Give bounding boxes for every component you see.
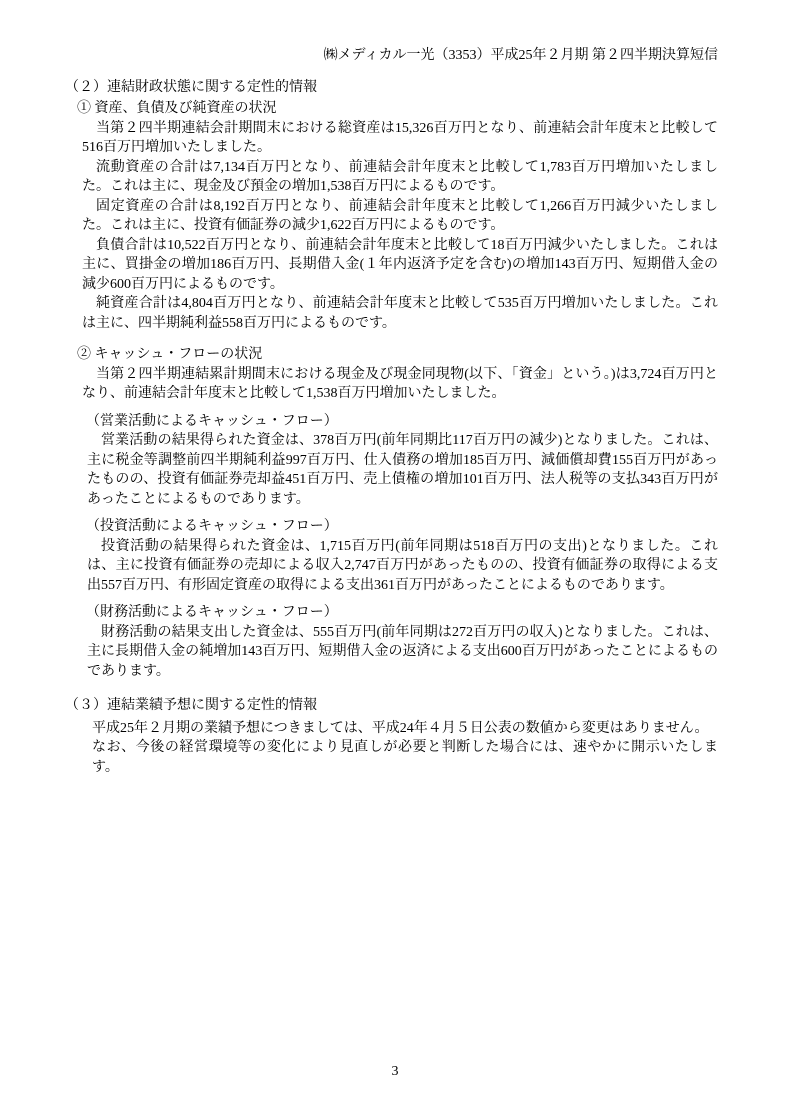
subsection-1-heading: ① 資産、負債及び純資産の状況 [77, 101, 277, 116]
cashflow-investing-block [86, 517, 718, 595]
cashflow-financing-block [86, 603, 718, 681]
cashflow-investing-paragraph: 投資活動の結果得られた資金は、1,715百万円(前年同期は518百万円の支出)となりました。これは、主に投資有価証券の売却による収入2,747百万円があったものの、投資有価証券の取得による支出557百万円、有形固定資産の取得による支出361百万円があったことによるものであります。 [87, 538, 718, 593]
page-number: 3 [391, 1064, 399, 1079]
paragraph-fixed-assets: 固定資産の合計は8,192百万円となり、前連結会計年度末と比較して1,266百万円減少いたしました。これは主に、投資有価証券の減少1,622百万円によるものです。 [82, 198, 718, 233]
paragraph-current-assets: 流動資産の合計は7,134百万円となり、前連結会計年度末と比較して1,783百万円増加いたしました。これは主に、現金及び預金の増加1,538百万円によるものです。 [82, 159, 718, 194]
cashflow-operating-block [86, 412, 718, 510]
paragraph-forecast-note: なお、今後の経営環境等の変化により見直しが必要と判断した場合には、速やかに開示いたします。 [92, 740, 718, 775]
page-header: ㈱メディカル一光（3353）平成25年２月期 第２四半期決算短信 [323, 48, 718, 63]
section-3-body [92, 719, 718, 778]
subsection-assets-liabilities [65, 99, 718, 333]
paragraph-liabilities: 負債合計は10,522百万円となり、前連結会計年度末と比較して18百万円減少いたしました。これは主に、買掛金の増加186百万円、長期借入金(１年内返済予定を含む)の増加143百万円、短期借入金の減少600百万円によるものです。 [82, 237, 718, 292]
paragraph-forecast-unchanged: 平成25年２月期の業績予想につきましては、平成24年４月５日公表の数値から変更はありません。 [92, 720, 709, 736]
section-2-heading: （２）連結財政状態に関する定性的情報 [65, 79, 317, 95]
section-3-heading: （３）連結業績予想に関する定性的情報 [65, 698, 317, 713]
subsection-2-heading: ② キャッシュ・フローの状況 [77, 347, 263, 362]
cashflow-investing-heading: （投資活動によるキャッシュ・フロー） [86, 519, 338, 534]
cashflow-financing-paragraph: 財務活動の結果支出した資金は、555百万円(前年同期は272百万円の収入)となりました。これは、主に長期借入金の純増加143百万円、短期借入金の返済による支出600百万円があったことによるものであります。 [87, 624, 718, 679]
paragraph-net-assets: 純資産合計は4,804百万円となり、前連結会計年度末と比較して535百万円増加いたしました。これは主に、四半期純利益558百万円によるものです。 [82, 296, 718, 331]
subsection-cash-flow [65, 345, 718, 681]
section-financial-position [65, 78, 718, 682]
paragraph-cash-position: 当第２四半期連結累計期間末における現金及び現金同現物(以下、「資金」という。)は3,724百万円となり、前連結会計年度末と比較して1,538百万円増加いたしました。 [82, 366, 718, 401]
cashflow-operating-paragraph: 営業活動の結果得られた資金は、378百万円(前年同期比117百万円の減少)となりました。これは、主に税金等調整前四半期純利益997百万円、仕入債務の増加185百万円、減価償却費155百万円があったものの、投資有価証券売却益451百万円、売上債権の増加101百万円、法人税等の支払343百万円があったことによるものであります。 [87, 433, 718, 507]
cashflow-operating-heading: （営業活動によるキャッシュ・フロー） [86, 413, 338, 429]
subsection-1-body [82, 119, 718, 334]
subsection-2-body [82, 365, 718, 404]
section-forecast [65, 696, 718, 777]
cashflow-financing-heading: （財務活動によるキャッシュ・フロー） [86, 605, 338, 620]
paragraph-total-assets: 当第２四半期連結会計期間末における総資産は15,326百万円となり、前連結会計年度末と比較して516百万円増加いたしました。 [82, 120, 718, 155]
